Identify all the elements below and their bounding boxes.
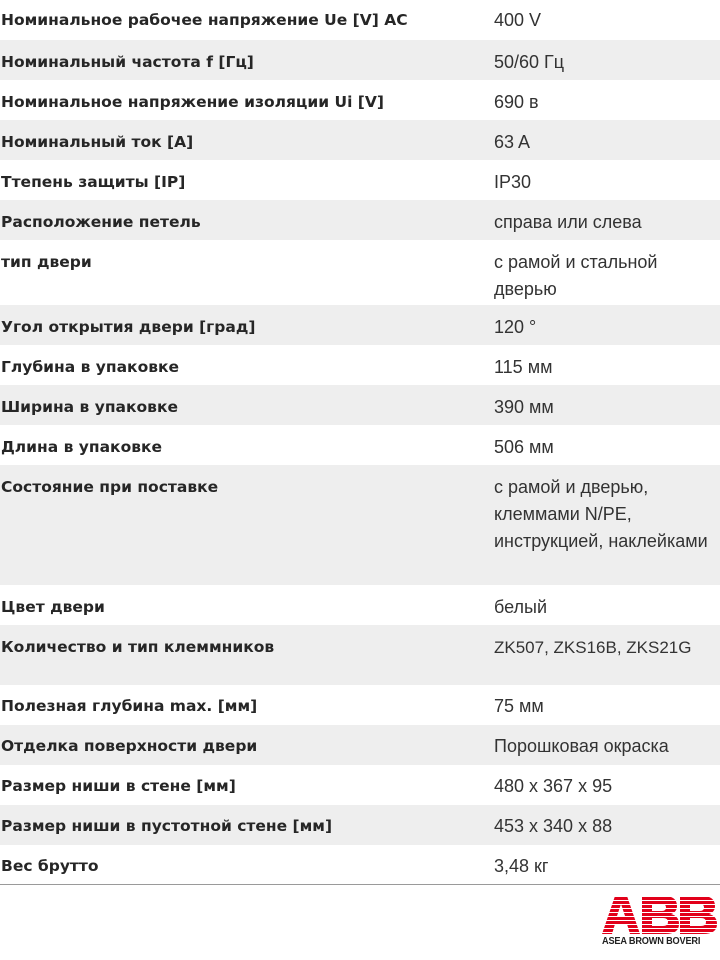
spec-label: Отделка поверхности двери xyxy=(1,737,258,755)
spec-value: Порошковая окраска xyxy=(494,736,669,756)
spec-label: Расположение петель xyxy=(1,213,201,231)
spec-label: тип двери xyxy=(1,253,92,271)
spec-label: Количество и тип клеммников xyxy=(1,638,275,656)
spec-row-package-width xyxy=(0,385,720,425)
spec-value: 75 мм xyxy=(494,696,544,716)
spec-row-rated-current xyxy=(0,120,720,160)
spec-label: Номинальное напряжение изоляции Ui [V] xyxy=(1,93,384,111)
spec-row-door-finish xyxy=(0,725,720,765)
spec-label: Номинальное рабочее напряжение Ue [V] АС xyxy=(1,11,408,29)
spec-row-protection xyxy=(0,160,720,200)
spec-row-hollow-wall-niche xyxy=(0,805,720,845)
spec-value: с рамой и стальной дверью xyxy=(494,252,658,299)
spec-row-package-depth xyxy=(0,345,720,385)
spec-row-door-color xyxy=(0,585,720,625)
spec-row-insulation-voltage xyxy=(0,80,720,120)
spec-value: 506 мм xyxy=(494,437,554,457)
spec-row-hinge-position xyxy=(0,200,720,240)
spec-label: Номинальный ток [A] xyxy=(1,133,194,151)
spec-label: Ширина в упаковке xyxy=(1,398,179,416)
spec-row-door-angle xyxy=(0,305,720,345)
spec-value: 50/60 Гц xyxy=(494,52,565,72)
spec-label: Вес брутто xyxy=(1,857,99,875)
spec-row-rated-voltage xyxy=(0,0,720,40)
spec-label: Номинальный частота f [Гц] xyxy=(1,53,254,71)
spec-value: ZK507, ZKS16B, ZKS21G xyxy=(494,638,692,657)
spec-row-gross-weight xyxy=(0,845,720,885)
spec-label: Угол открытия двери [град] xyxy=(1,318,256,336)
spec-label: Полезная глубина max. [мм] xyxy=(1,697,258,715)
spec-value: 63 A xyxy=(494,132,531,152)
spec-label: Цвет двери xyxy=(1,598,105,616)
spec-value: справа или слева xyxy=(494,212,642,232)
spec-label: Размер ниши в стене [мм] xyxy=(1,777,236,795)
spec-row-frequency xyxy=(0,40,720,80)
spec-row-package-length xyxy=(0,425,720,465)
spec-row-terminals xyxy=(0,625,720,685)
spec-value: белый xyxy=(494,597,548,617)
spec-value: с рамой и дверью, клеммами N/PE, инструкцией, наклейками xyxy=(494,477,708,551)
spec-value: 3,48 кг xyxy=(494,856,549,876)
spec-label: Размер ниши в пустотной стене [мм] xyxy=(1,817,333,835)
spec-value: 115 мм xyxy=(494,357,553,377)
spec-row-wall-niche xyxy=(0,765,720,805)
spec-value: 453 x 340 x 88 xyxy=(494,816,613,836)
abb-logo-tagline: ASEA BROWN BOVERI xyxy=(602,936,701,947)
spec-value: 400 V xyxy=(494,10,542,30)
spec-value: 480 x 367 x 95 xyxy=(494,776,613,796)
spec-label: Ттепень защиты [IP] xyxy=(1,173,186,191)
spec-row-delivery-state xyxy=(0,465,720,585)
spec-value: 120 ° xyxy=(494,317,537,337)
spec-value: 690 в xyxy=(494,92,539,112)
spec-row-door-type xyxy=(0,240,720,305)
spec-label: Длина в упаковке xyxy=(1,438,163,456)
spec-value: 390 мм xyxy=(494,397,554,417)
spec-value: IP30 xyxy=(494,172,532,192)
spec-label: Глубина в упаковке xyxy=(1,358,180,376)
spec-label: Состояние при поставке xyxy=(1,478,219,496)
spec-row-usable-depth xyxy=(0,685,720,725)
